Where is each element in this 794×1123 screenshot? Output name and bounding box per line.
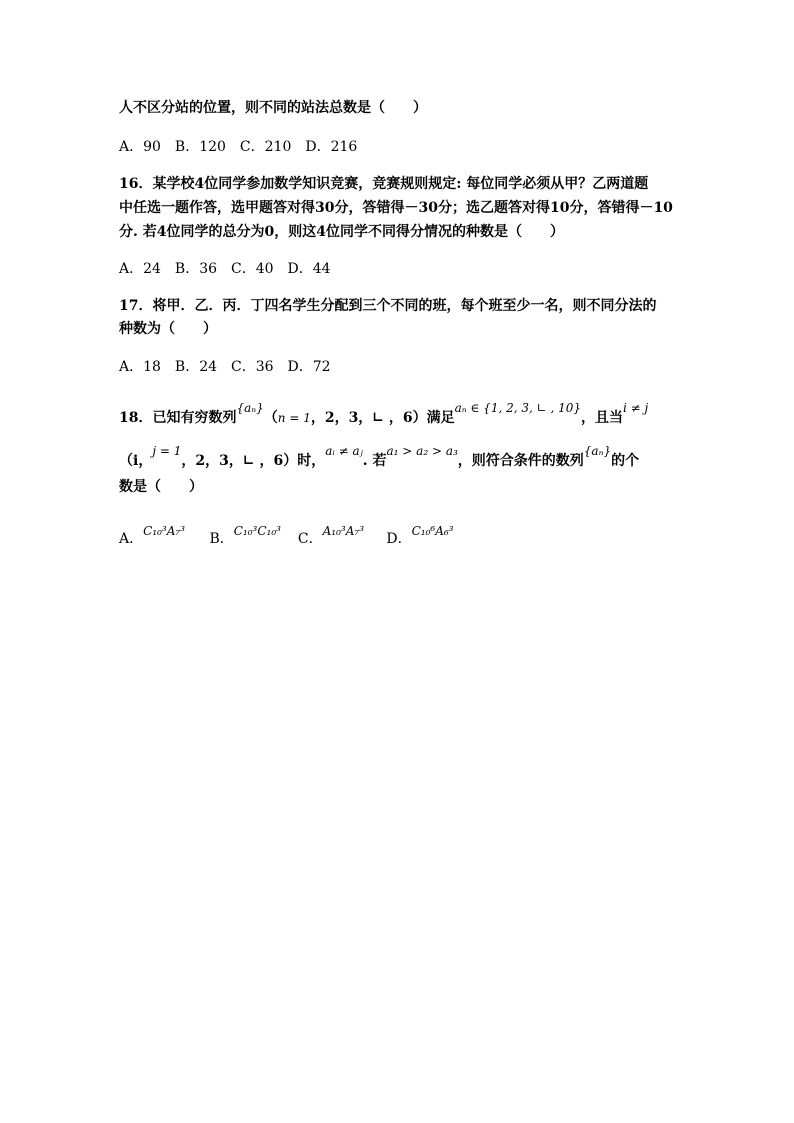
q18-sequence-formula: {aₙ} xyxy=(236,401,264,415)
q18-ai-neq-aj: aᵢ ≠ aⱼ xyxy=(325,444,363,458)
question-17-line-1: 17．将甲．乙．丙．丁四名学生分配到三个不同的班，每个班至少一名，则不同分法的 xyxy=(119,298,657,314)
question-18-line-2 xyxy=(119,444,640,471)
q18-option-a xyxy=(119,524,205,549)
question-16-line-2: 中任选一题作答，选甲题答对得30分，答错得－30分；选乙题答对得10分，答错得－10 xyxy=(119,200,673,216)
question-16-line-1: 16．某学校4位同学参加数学知识竞赛，竞赛规则规定: 每位同学必须从甲？乙两道题 xyxy=(119,176,649,192)
question-16-line-3: 分. 若4位同学的总分为0，则这4位同学不同得分情况的种数是（ ） xyxy=(119,224,564,240)
q18-text-8: ，则符合条件的数列 xyxy=(457,453,584,469)
question-15-options: A．90 B．120 C．210 D．216 xyxy=(119,139,358,155)
q18-option-b-label: B． xyxy=(209,531,234,547)
question-18-options xyxy=(119,524,470,549)
q18-option-d-label: D． xyxy=(386,531,412,547)
q18-text-7: . 若 xyxy=(362,453,387,469)
q18-j-equals: j = 1 xyxy=(152,444,182,458)
q18-order-formula: a₁ > a₂ > a₃ xyxy=(386,444,458,458)
q18-option-d-formula: C₁₀⁶A₆³ xyxy=(411,524,454,538)
q18-option-c xyxy=(297,524,382,549)
question-15-tail: 人不区分站的位置，则不同的站法总数是（ ） xyxy=(119,100,427,116)
q18-sequence-formula-2: {aₙ} xyxy=(583,444,612,458)
question-16-options: A．24 B．36 C．40 D．44 xyxy=(119,261,331,277)
q18-option-c-label: C． xyxy=(297,531,323,547)
q18-text-5: （i， xyxy=(119,453,153,469)
q18-option-b xyxy=(209,524,293,549)
q18-option-b-formula: C₁₀³C₁₀³ xyxy=(233,524,281,538)
q18-n-equals: n = 1 xyxy=(277,411,311,425)
q18-text-3: ，2，3，∟ ，6）满足 xyxy=(310,410,455,426)
q18-option-c-formula: A₁₀³A₇³ xyxy=(322,524,365,538)
q18-text-6: ，2，3，∟ ，6）时， xyxy=(181,453,326,469)
q18-text-2: （ xyxy=(263,410,278,426)
question-17-options: A．18 B．24 C．36 D．72 xyxy=(119,359,331,375)
question-17-line-2: 种数为（ ） xyxy=(119,321,217,337)
q18-i-neq-j: i ≠ j xyxy=(623,401,649,415)
q18-text-9: 的个 xyxy=(611,453,640,469)
q18-text-4: ，且当 xyxy=(581,410,624,426)
q18-option-a-label: A． xyxy=(119,531,144,547)
q18-text-1: 18．已知有穷数列 xyxy=(119,410,237,426)
q18-option-a-formula: C₁₀³A₇³ xyxy=(143,524,186,538)
q18-membership-formula: aₙ ∈ {1, 2, 3, ∟ , 10} xyxy=(454,401,582,415)
question-18-line-3: 数是（ ） xyxy=(119,479,203,495)
q18-option-d xyxy=(386,524,470,549)
question-18-line-1 xyxy=(119,401,649,428)
